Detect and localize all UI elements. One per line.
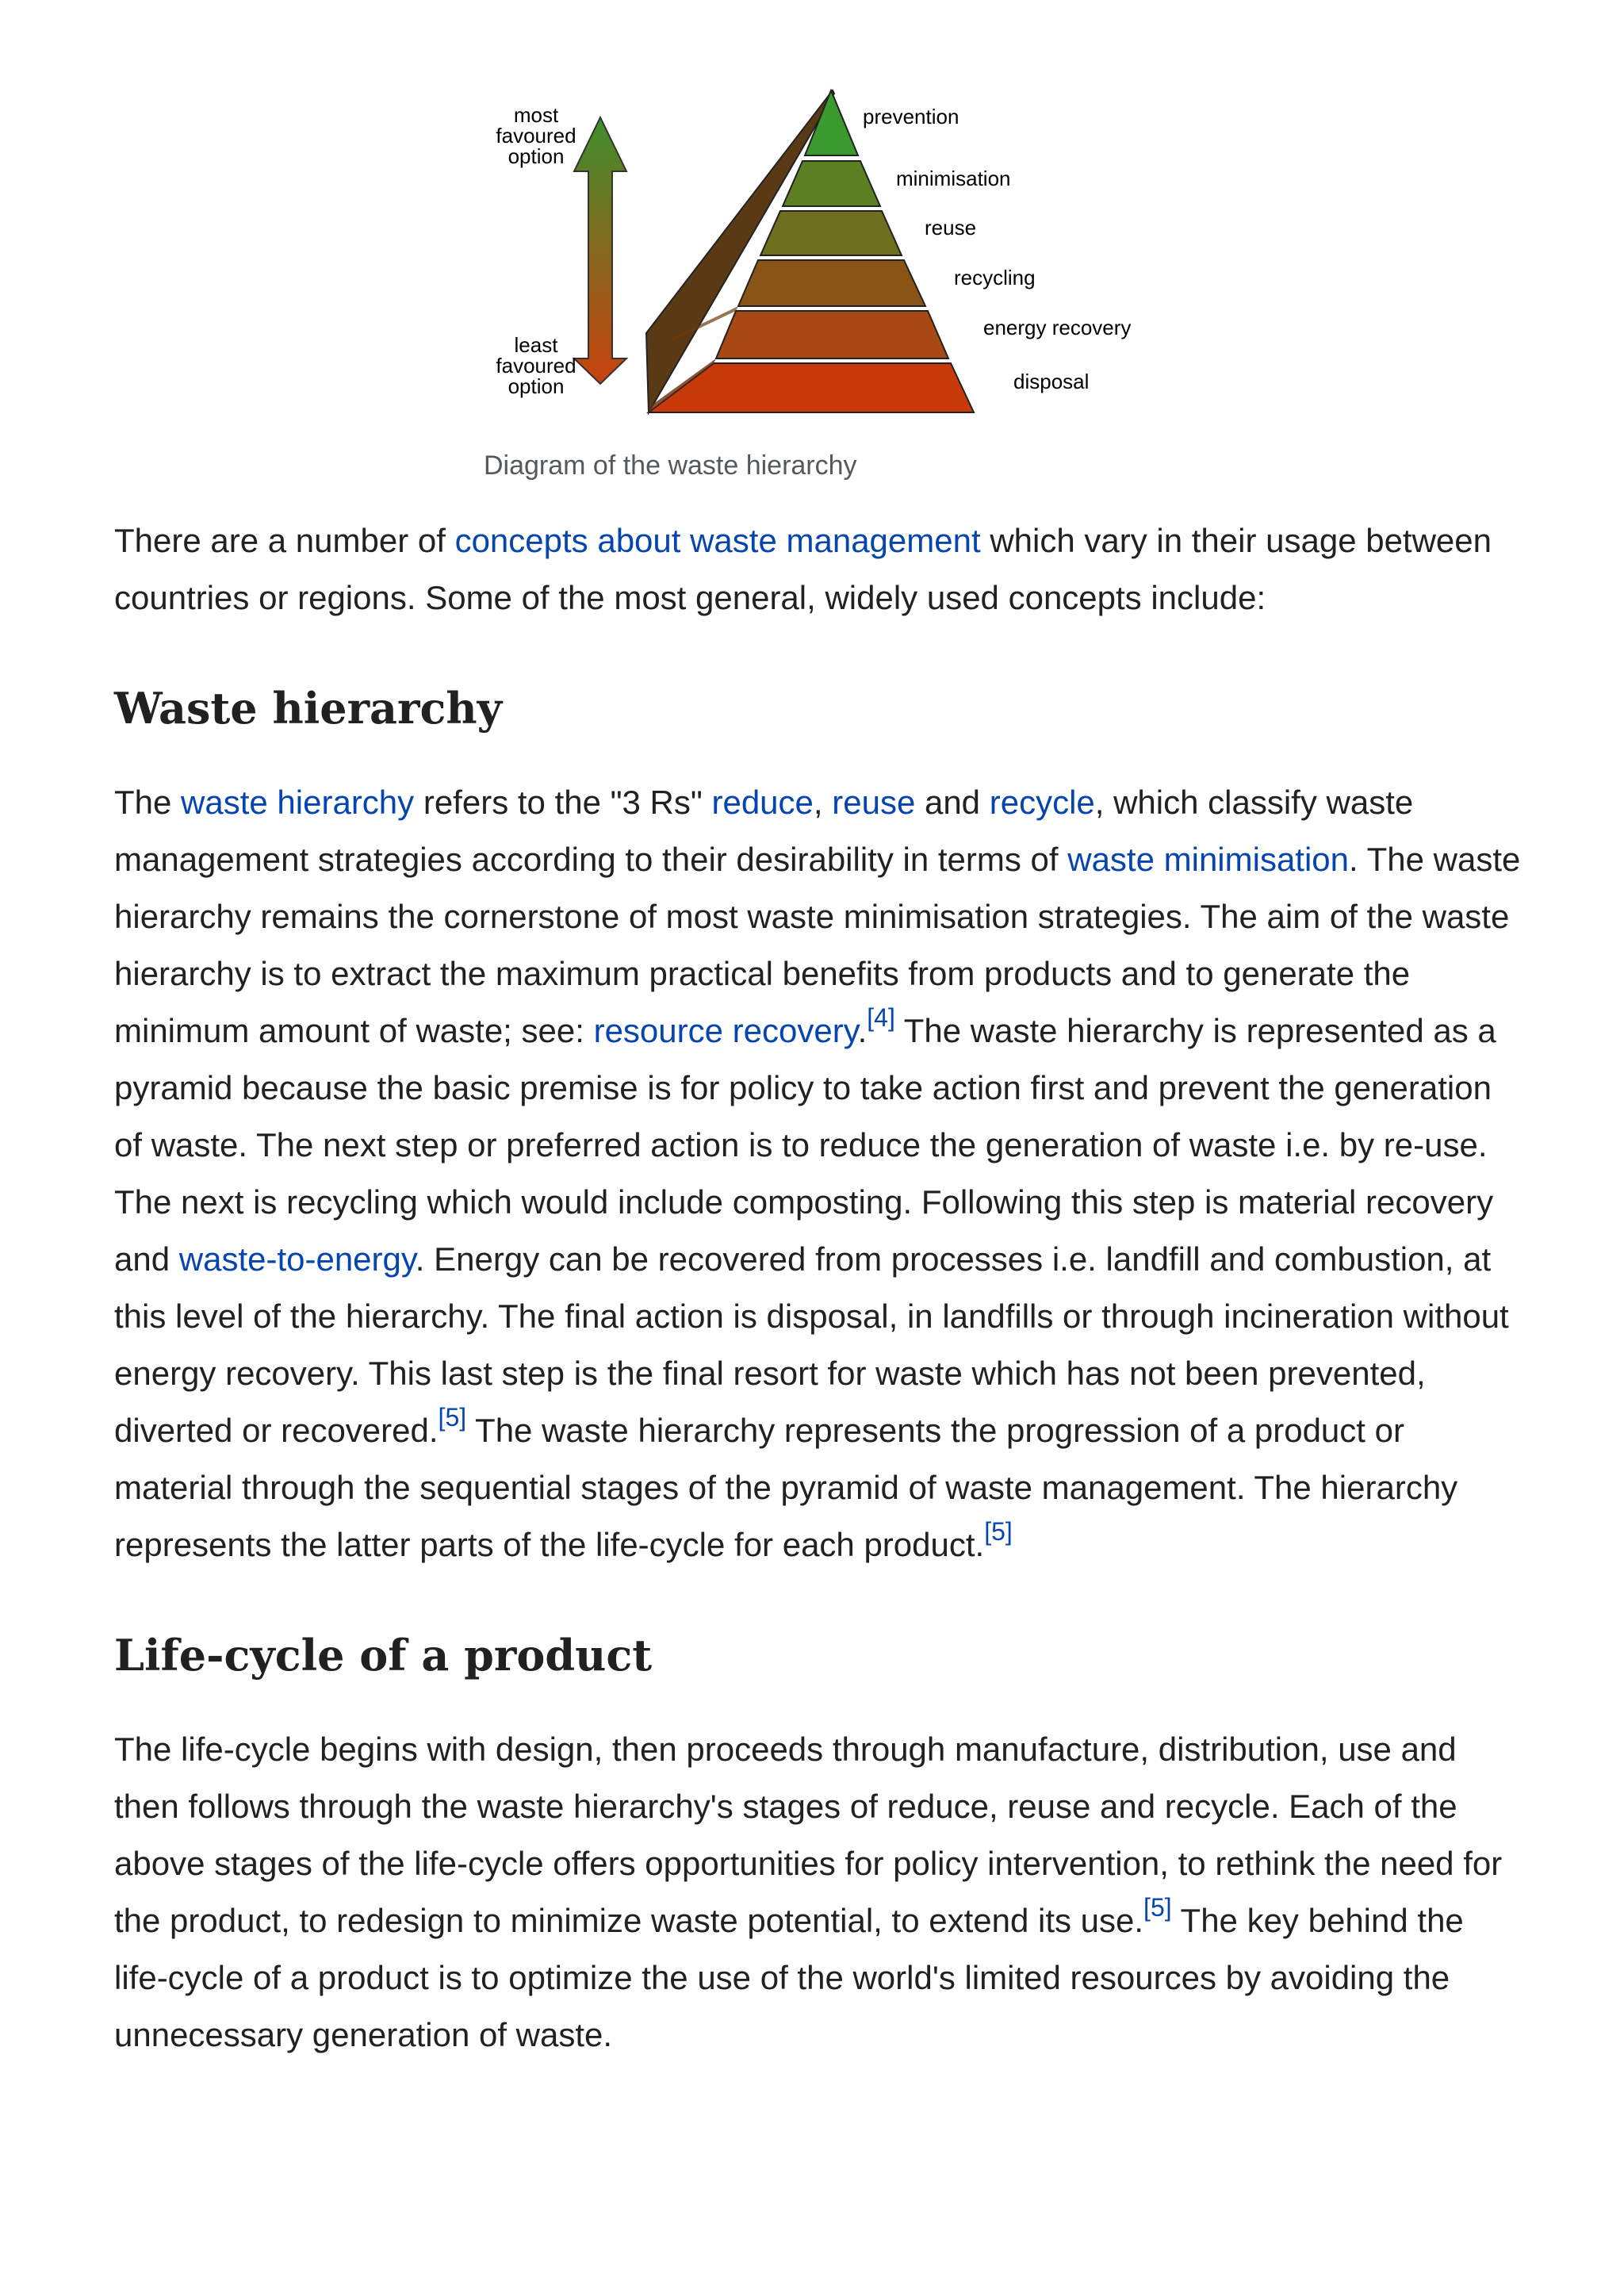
link-waste-minimisation[interactable]: waste minimisation <box>1067 841 1350 878</box>
level-label-reuse: reuse <box>925 216 977 240</box>
link-recycle[interactable]: recycle <box>989 784 1095 821</box>
link-concepts-about-waste-management[interactable]: concepts about waste management <box>454 522 981 559</box>
arrow-top-label-line3: option <box>508 144 565 168</box>
text-segment: and <box>915 784 990 821</box>
heading-waste-hierarchy: Waste hierarchy <box>114 683 502 734</box>
level-label-energy-recovery: energy recovery <box>983 316 1132 339</box>
text-segment: , which classify waste management strategies according to their desirability in terms of <box>114 784 1414 878</box>
reference-link-5[interactable]: [5] <box>438 1403 467 1432</box>
reference-link-5[interactable]: [5] <box>984 1517 1013 1547</box>
text-segment: The key behind the life-cycle of a product is to optimize the use of the world's limited resources by avoiding the unnecessary generation of waste. <box>114 1902 1464 2053</box>
waste-hierarchy-paragraph <box>114 774 1526 1573</box>
text-segment: The waste hierarchy represents the progression of a product or material through the sequential stages of the pyramid of waste management. The hierarchy represents the latter parts of the life-cycle for each product. <box>114 1412 1458 1563</box>
pyramid-level-recycling <box>738 260 925 306</box>
arrow-top-label-line2: favoured <box>496 124 576 148</box>
link-reduce[interactable]: reduce <box>711 784 814 821</box>
text-segment: . <box>857 1012 868 1049</box>
pyramid-level-minimisation <box>783 161 880 206</box>
link-waste-to-energy[interactable]: waste-to-energy <box>178 1240 416 1278</box>
reference-link-5[interactable]: [5] <box>1143 1893 1172 1922</box>
text-segment: , <box>813 784 833 821</box>
pyramid-level-reuse <box>760 211 902 255</box>
link-resource-recovery[interactable]: resource recovery <box>593 1012 858 1049</box>
reference-link-4[interactable]: [4] <box>867 1003 895 1033</box>
waste-hierarchy-diagram <box>476 79 1189 428</box>
preference-arrow <box>574 117 626 384</box>
heading-life-cycle-of-a-product: Life-cycle of a product <box>114 1630 653 1681</box>
text-segment: refers to the "3 Rs" <box>414 784 712 821</box>
intro-text-1: There are a number of <box>114 522 455 559</box>
pyramid-level-energy-recovery <box>716 311 948 358</box>
level-label-disposal: disposal <box>1013 370 1090 393</box>
level-label-recycling: recycling <box>954 266 1036 289</box>
arrow-bottom-label-line3: option <box>508 374 565 398</box>
text-segment: The waste hierarchy is represented as a pyramid because the basic premise is for policy to take action first and prevent the generation of waste. The next step or preferred action is to reduce the generation of waste i.e. by re-use. The next is recycling which would include composting. Following this step is material recovery and <box>114 1012 1496 1278</box>
link-waste-hierarchy[interactable]: waste hierarchy <box>181 784 415 821</box>
article-content <box>114 512 1526 2064</box>
text-segment: The <box>114 784 182 821</box>
level-label-prevention: prevention <box>863 105 959 128</box>
text-segment: . The waste hierarchy remains the cornerstone of most waste minimisation strategies. The aim of the waste hierarchy is to extract the maximum practical benefits from products and to generate the minimum amount of waste; see: <box>114 841 1521 1049</box>
arrow-bottom-label-line1: least <box>514 333 558 357</box>
intro-text-2: which vary in their usage between countries or regions. Some of the most general, widely used concepts include: <box>114 522 1492 616</box>
arrow-bottom-label-line2: favoured <box>496 354 576 378</box>
figure-caption: Diagram of the waste hierarchy <box>484 450 857 481</box>
life-cycle-paragraph <box>114 1721 1526 2064</box>
text-segment: The life-cycle begins with design, then proceeds through manufacture, distribution, use and then follows through the waste hierarchy's stages of reduce, reuse and recycle. Each of the above stages of the life-cycle offers opportunities for policy intervention, to rethink the need for the product, to redesign to minimize waste potential, to extend its use. <box>114 1731 1503 1939</box>
pyramid-level-disposal <box>649 363 974 412</box>
level-label-minimisation: minimisation <box>896 167 1011 190</box>
intro-paragraph <box>114 512 1526 627</box>
waste-hierarchy-figure <box>476 79 1189 428</box>
text-segment: . Energy can be recovered from processes i.e. landfill and combustion, at this level of the hierarchy. The final action is disposal, in landfills or through incineration without energy recovery. This last step is the final resort for waste which has not been prevented, diverted or recovered. <box>114 1240 1509 1449</box>
link-reuse[interactable]: reuse <box>832 784 916 821</box>
arrow-top-label-line1: most <box>513 103 559 127</box>
